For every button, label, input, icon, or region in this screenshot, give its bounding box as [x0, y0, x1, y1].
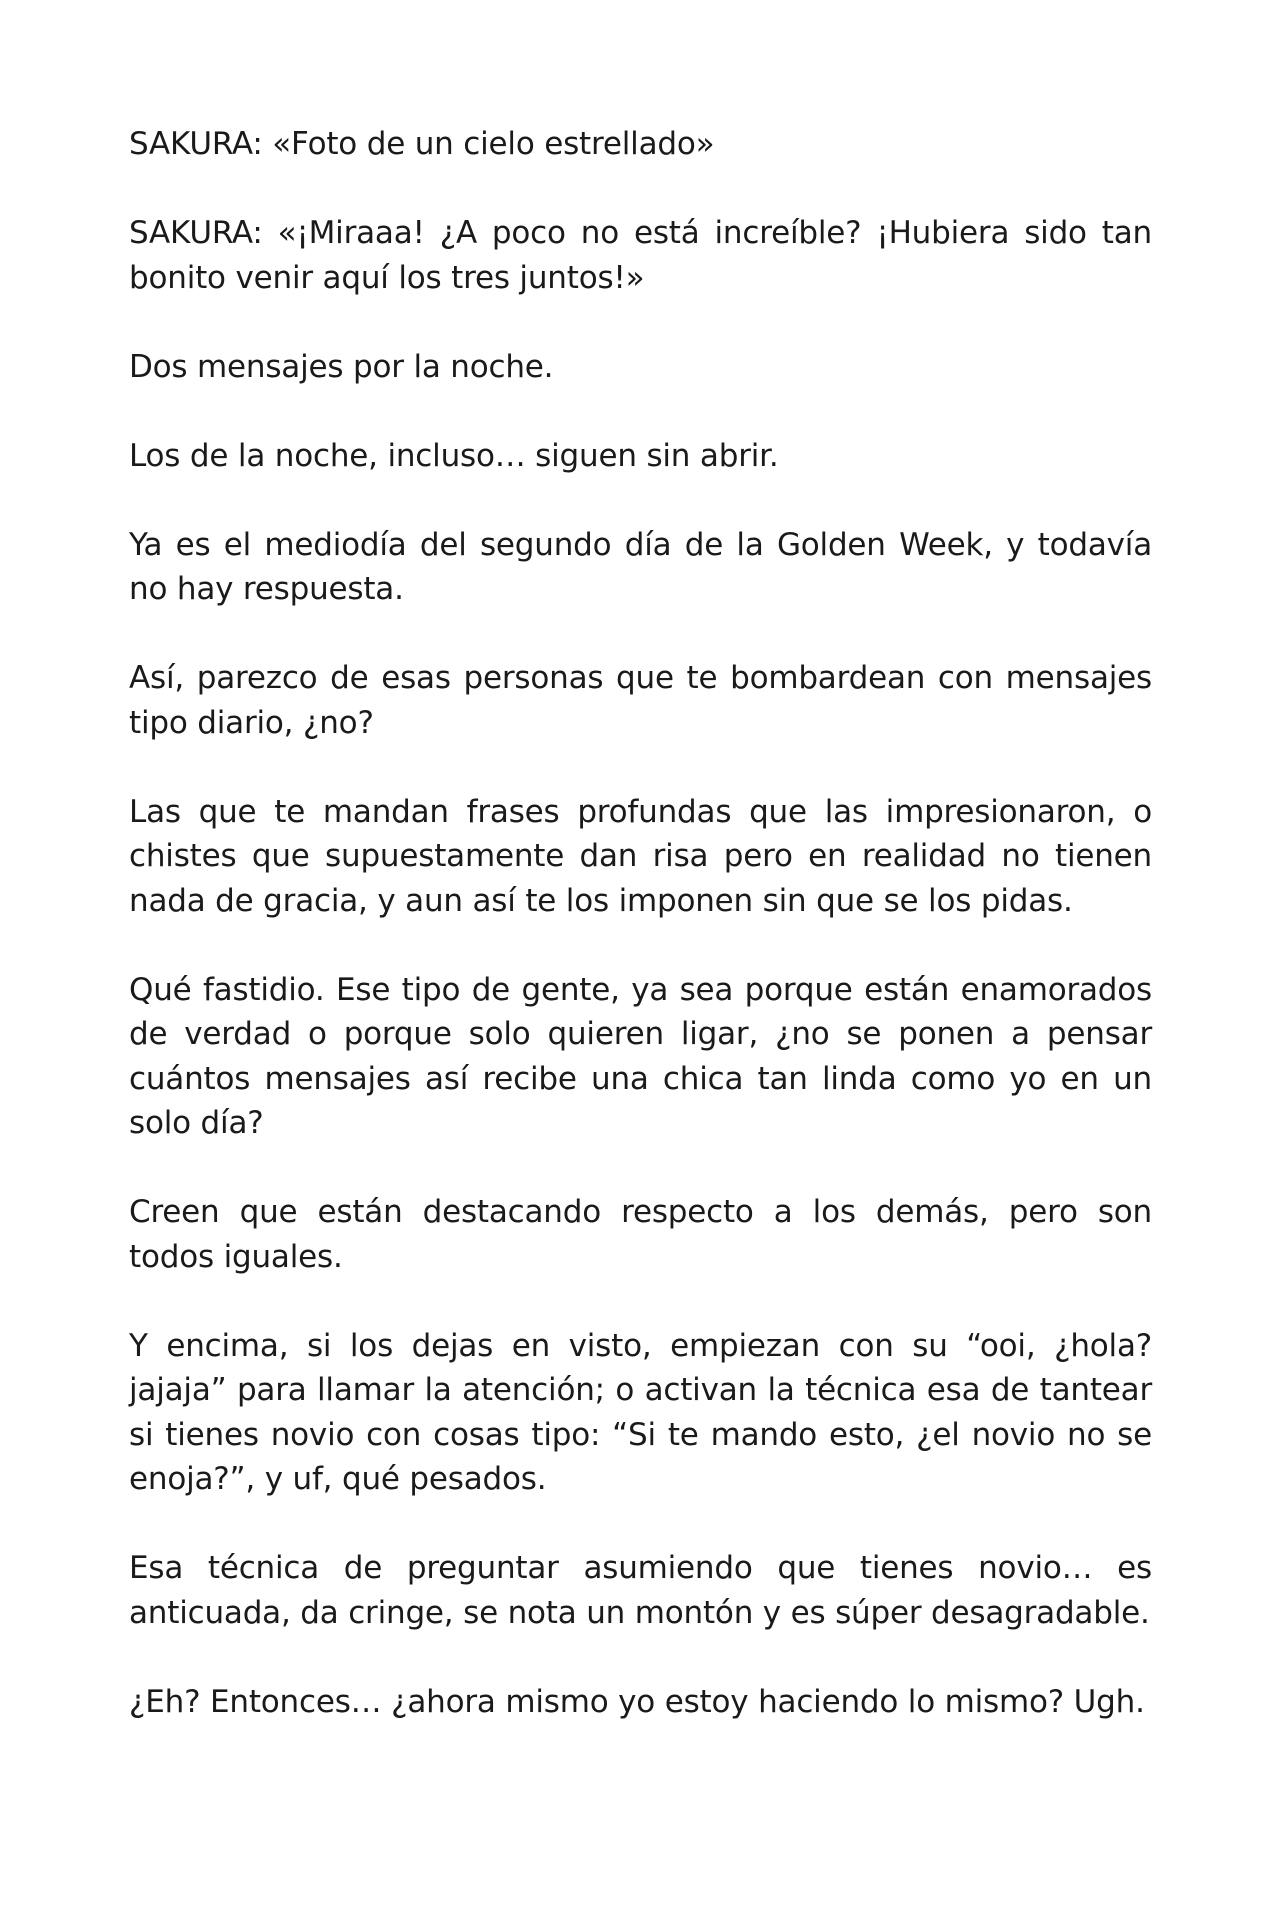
paragraph-9: Creen que están destacando respecto a los demás, pero son todos iguales. — [129, 1194, 1152, 1275]
document-body — [129, 122, 1152, 1769]
paragraph-3: Dos mensajes por la noche. — [129, 348, 554, 385]
paragraph-11: Esa técnica de preguntar asumiendo que tienes novio… es anticuada, da cringe, se nota un montón y es súper desagradable. — [129, 1550, 1152, 1631]
paragraph-12: ¿Eh? Entonces… ¿ahora mismo yo estoy haciendo lo mismo? Ugh. — [129, 1683, 1145, 1720]
paragraph-6: Así, parezco de esas personas que te bombardean con mensajes tipo diario, ¿no? — [129, 660, 1152, 741]
paragraph-7: Las que te mandan frases profundas que las impresionaron, o chistes que supuestamente dan risa pero en realidad no tienen nada de gracia, y aun así te los imponen sin que se los pidas. — [129, 793, 1152, 919]
paragraph-10: Y encima, si los dejas en visto, empiezan con su “ooi, ¿hola? jajaja” para llamar la atención; o activan la técnica esa de tantear si tienes novio con cosas tipo: “Si te mando esto, ¿el novio no se enoja?”, y uf, qué pesados. — [129, 1327, 1152, 1497]
paragraph-1: SAKURA: «Foto de un cielo estrellado» — [129, 126, 715, 162]
paragraph-4: Los de la noche, incluso… siguen sin abrir. — [129, 437, 779, 474]
paragraph-8: Qué fastidio. Ese tipo de gente, ya sea porque están enamorados de verdad o porque solo quieren ligar, ¿no se ponen a pensar cuántos mensajes así recibe una chica tan linda como yo en un solo día? — [129, 971, 1152, 1141]
paragraph-5: Ya es el mediodía del segundo día de la Golden Week, y todavía no hay respuesta. — [129, 526, 1152, 607]
paragraph-2: SAKURA: «¡Miraaa! ¿A poco no está increíble? ¡Hubiera sido tan bonito venir aquí los tres juntos!» — [129, 215, 1152, 296]
